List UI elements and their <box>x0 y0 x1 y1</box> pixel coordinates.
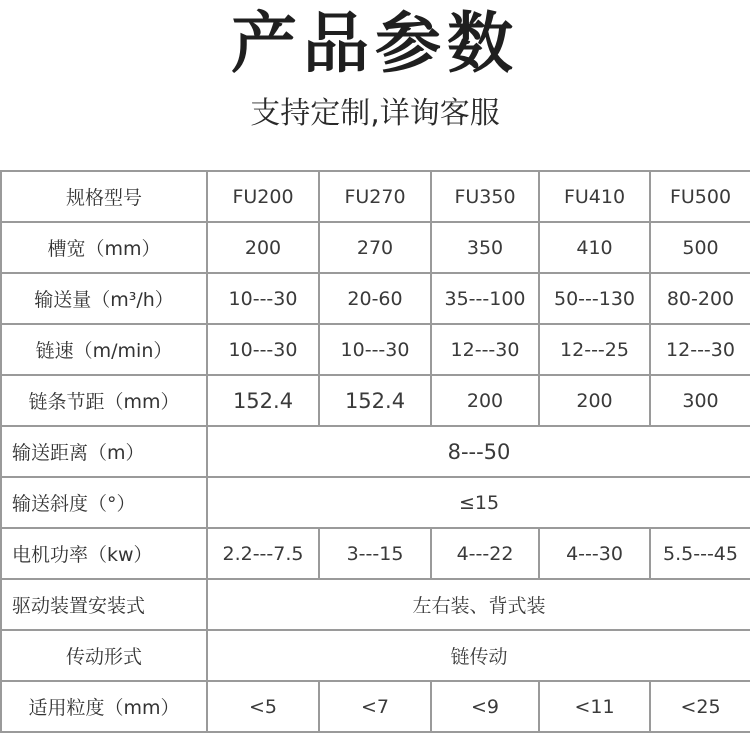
table-row-drive-mount <box>1 579 750 630</box>
value-cell: <9 <box>431 681 539 732</box>
table-row-motor-power <box>1 528 750 579</box>
row-label-transmission: 传动形式 <box>1 630 207 681</box>
table-row-transmission <box>1 630 750 681</box>
value-cell: 80-200 <box>650 273 750 324</box>
value-cell: 35---100 <box>431 273 539 324</box>
value-cell: 200 <box>207 222 319 273</box>
value-cell: 20-60 <box>319 273 431 324</box>
value-cell: 410 <box>539 222 650 273</box>
value-cell: 2.2---7.5 <box>207 528 319 579</box>
table-row-capacity <box>1 273 750 324</box>
value-cell: 10---30 <box>319 324 431 375</box>
row-label-chain-pitch: 链条节距（mm） <box>1 375 207 426</box>
value-cell: <5 <box>207 681 319 732</box>
row-label-particle-size: 适用粒度（mm） <box>1 681 207 732</box>
merged-value-cell: 8---50 <box>207 426 750 477</box>
merged-value-cell: ≤15 <box>207 477 750 528</box>
table-row-model <box>1 171 750 222</box>
value-cell: 300 <box>650 375 750 426</box>
model-cell: FU410 <box>539 171 650 222</box>
model-cell: FU200 <box>207 171 319 222</box>
table-row-particle-size <box>1 681 750 732</box>
row-label-capacity: 输送量（m³/h） <box>1 273 207 324</box>
table-row-chain-speed <box>1 324 750 375</box>
merged-value-cell: 链传动 <box>207 630 750 681</box>
table-row-conveying-distance <box>1 426 750 477</box>
row-label-motor-power: 电机功率（kw） <box>1 528 207 579</box>
value-cell: 152.4 <box>207 375 319 426</box>
value-cell: 4---30 <box>539 528 650 579</box>
row-label-conveying-distance: 输送距离（m） <box>1 426 207 477</box>
value-cell: 50---130 <box>539 273 650 324</box>
value-cell: 12---30 <box>650 324 750 375</box>
value-cell: 5.5---45 <box>650 528 750 579</box>
model-cell: FU350 <box>431 171 539 222</box>
value-cell: 12---25 <box>539 324 650 375</box>
value-cell: 200 <box>539 375 650 426</box>
value-cell: 200 <box>431 375 539 426</box>
table-row-chain-pitch <box>1 375 750 426</box>
value-cell: <25 <box>650 681 750 732</box>
value-cell: 3---15 <box>319 528 431 579</box>
row-label-trough-width: 槽宽（mm） <box>1 222 207 273</box>
value-cell: 350 <box>431 222 539 273</box>
table-row-conveying-incline <box>1 477 750 528</box>
value-cell: 500 <box>650 222 750 273</box>
value-cell: <11 <box>539 681 650 732</box>
model-cell: FU270 <box>319 171 431 222</box>
model-cell: FU500 <box>650 171 750 222</box>
row-label-conveying-incline: 输送斜度（°） <box>1 477 207 528</box>
value-cell: 10---30 <box>207 324 319 375</box>
spec-table <box>0 170 750 733</box>
page-subtitle: 支持定制,详询客服 <box>250 96 500 131</box>
row-label-model: 规格型号 <box>1 171 207 222</box>
value-cell: 270 <box>319 222 431 273</box>
value-cell: 10---30 <box>207 273 319 324</box>
table-row-trough-width <box>1 222 750 273</box>
row-label-drive-mount: 驱动装置安装式 <box>1 579 207 630</box>
value-cell: 4---22 <box>431 528 539 579</box>
value-cell: 12---30 <box>431 324 539 375</box>
merged-value-cell: 左右装、背式装 <box>207 579 750 630</box>
page-title: 产品参数 <box>231 5 519 82</box>
row-label-chain-speed: 链速（m/min） <box>1 324 207 375</box>
value-cell: <7 <box>319 681 431 732</box>
value-cell: 152.4 <box>319 375 431 426</box>
